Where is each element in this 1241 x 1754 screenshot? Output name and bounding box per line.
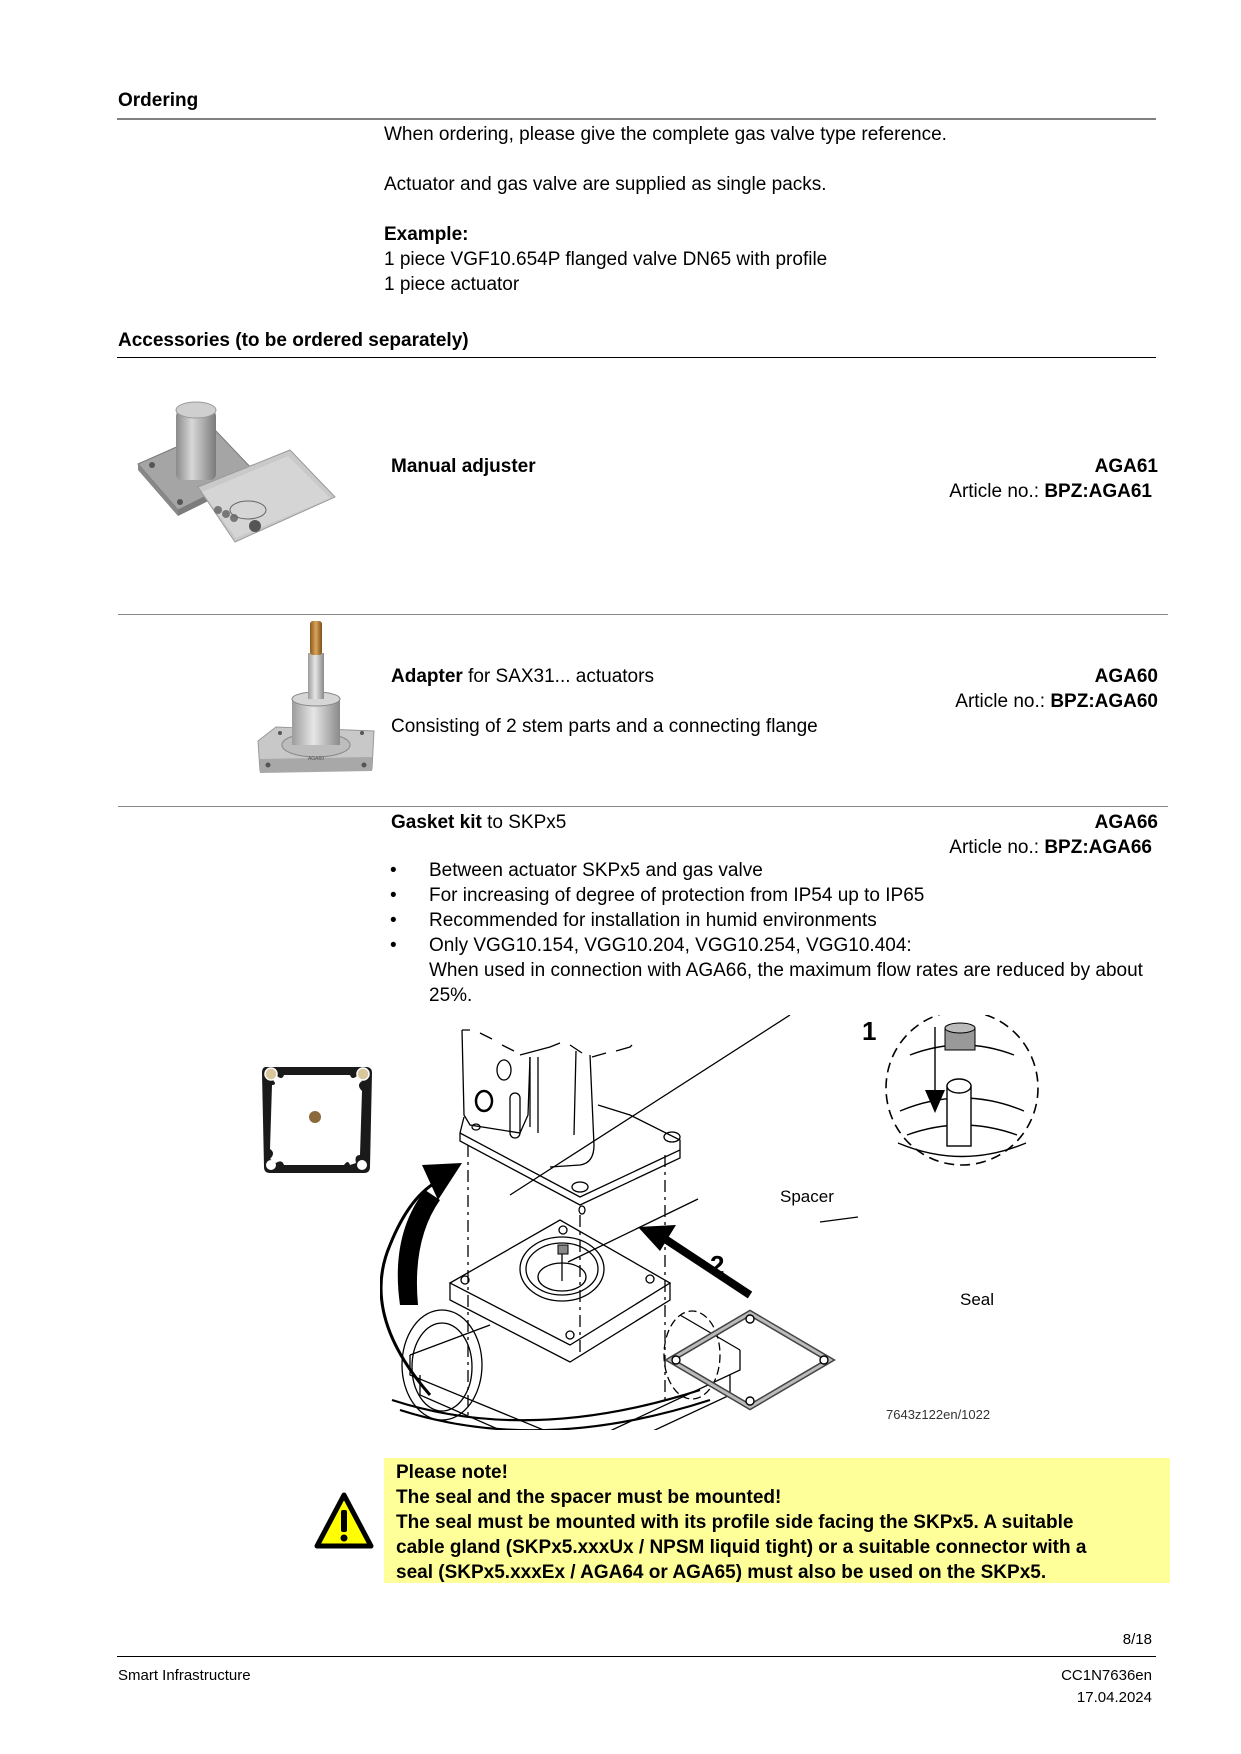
article-value: BPZ:AGA60	[1050, 691, 1158, 712]
accessory-title	[391, 812, 566, 834]
page-number: 8/18	[1122, 1631, 1152, 1648]
step-2-label: 2	[710, 1250, 725, 1280]
note-line: The seal and the spacer must be mounted!	[396, 1487, 782, 1508]
ordering-text-2: Actuator and gas valve are supplied as single packs.	[384, 174, 827, 195]
footer-date: 17.04.2024	[1076, 1689, 1152, 1706]
adapter-photo	[256, 619, 376, 784]
accessory-code: AGA60	[1094, 666, 1158, 687]
bullet-icon: •	[390, 885, 397, 906]
list-item-text: Between actuator SKPx5 and gas valve	[429, 860, 763, 881]
article-value: BPZ:AGA66	[1044, 837, 1152, 858]
gasket-photo	[258, 1061, 376, 1179]
example-line: 1 piece VGF10.654P flanged valve DN65 with profile	[384, 249, 828, 270]
accessory-title-bold: Gasket kit	[391, 812, 482, 833]
list-item	[390, 883, 1170, 908]
ordering-divider	[117, 118, 1156, 120]
article-label: Article no.:	[955, 691, 1051, 712]
step-1-label: 1	[862, 1016, 877, 1046]
accessory-description: Consisting of 2 stem parts and a connecting flange	[391, 716, 818, 737]
accessory-title-rest: to SKPx5	[481, 812, 567, 833]
bullet-icon: •	[390, 860, 397, 881]
footer-doc-id: CC1N7636en	[1061, 1667, 1152, 1684]
bullet-icon: •	[390, 910, 397, 931]
accessory-title	[391, 666, 654, 688]
seal-label: Seal	[960, 1290, 995, 1309]
accessories-divider	[117, 357, 1156, 358]
accessory-title: Manual adjuster	[391, 456, 536, 477]
bullet-icon: •	[390, 935, 397, 956]
footer-company: Smart Infrastructure	[118, 1667, 251, 1684]
article-label: Article no.:	[949, 837, 1045, 858]
svg-text:AGA60: AGA60	[307, 756, 325, 762]
list-item	[390, 908, 1170, 933]
accessory-code: AGA61	[1094, 456, 1158, 477]
note-title: Please note!	[396, 1462, 508, 1483]
warning-icon	[314, 1492, 374, 1550]
list-item	[390, 933, 1170, 1008]
accessories-heading: Accessories (to be ordered separately)	[118, 330, 469, 351]
accessory-divider	[118, 614, 1168, 615]
article-number	[955, 691, 1158, 713]
article-label: Article no.:	[949, 481, 1045, 502]
feature-list	[390, 858, 1170, 1008]
accessory-title-bold: Adapter	[391, 666, 463, 687]
note-line: cable gland (SKPx5.xxxUx / NPSM liquid tight) or a suitable connector with a	[396, 1537, 1087, 1558]
accessory-title-rest: for SAX31... actuators	[462, 666, 654, 687]
manual-adjuster-photo	[130, 392, 375, 592]
list-item-text: For increasing of degree of protection from IP54 up to IP65	[429, 885, 925, 906]
ordering-text-1: When ordering, please give the complete gas valve type reference.	[384, 124, 947, 145]
example-line: 1 piece actuator	[384, 274, 520, 295]
accessory-code: AGA66	[1094, 812, 1158, 833]
accessory-divider	[118, 806, 1168, 807]
list-item-text: Recommended for installation in humid environments	[429, 910, 877, 931]
article-value: BPZ:AGA61	[1044, 481, 1152, 502]
example-label: Example:	[384, 224, 469, 245]
footer-divider	[117, 1656, 1156, 1657]
assembly-diagram	[380, 1015, 1040, 1430]
note-line: seal (SKPx5.xxxEx / AGA64 or AGA65) must also be used on the SKPx5.	[396, 1562, 1047, 1583]
list-item-text: Only VGG10.154, VGG10.204, VGG10.254, VGG10.404:	[429, 935, 912, 956]
note-box	[384, 1458, 1170, 1583]
article-number	[949, 481, 1152, 503]
spacer-label: Spacer	[780, 1187, 834, 1206]
article-number	[949, 837, 1152, 859]
ordering-heading: Ordering	[118, 90, 199, 111]
list-item-text: When used in connection with AGA66, the maximum flow rates are reduced by about 25%.	[429, 960, 1143, 1006]
note-line: The seal must be mounted with its profile side facing the SKPx5. A suitable	[396, 1512, 1074, 1533]
figure-code: 7643z122en/1022	[886, 1407, 991, 1422]
list-item	[390, 858, 1170, 883]
